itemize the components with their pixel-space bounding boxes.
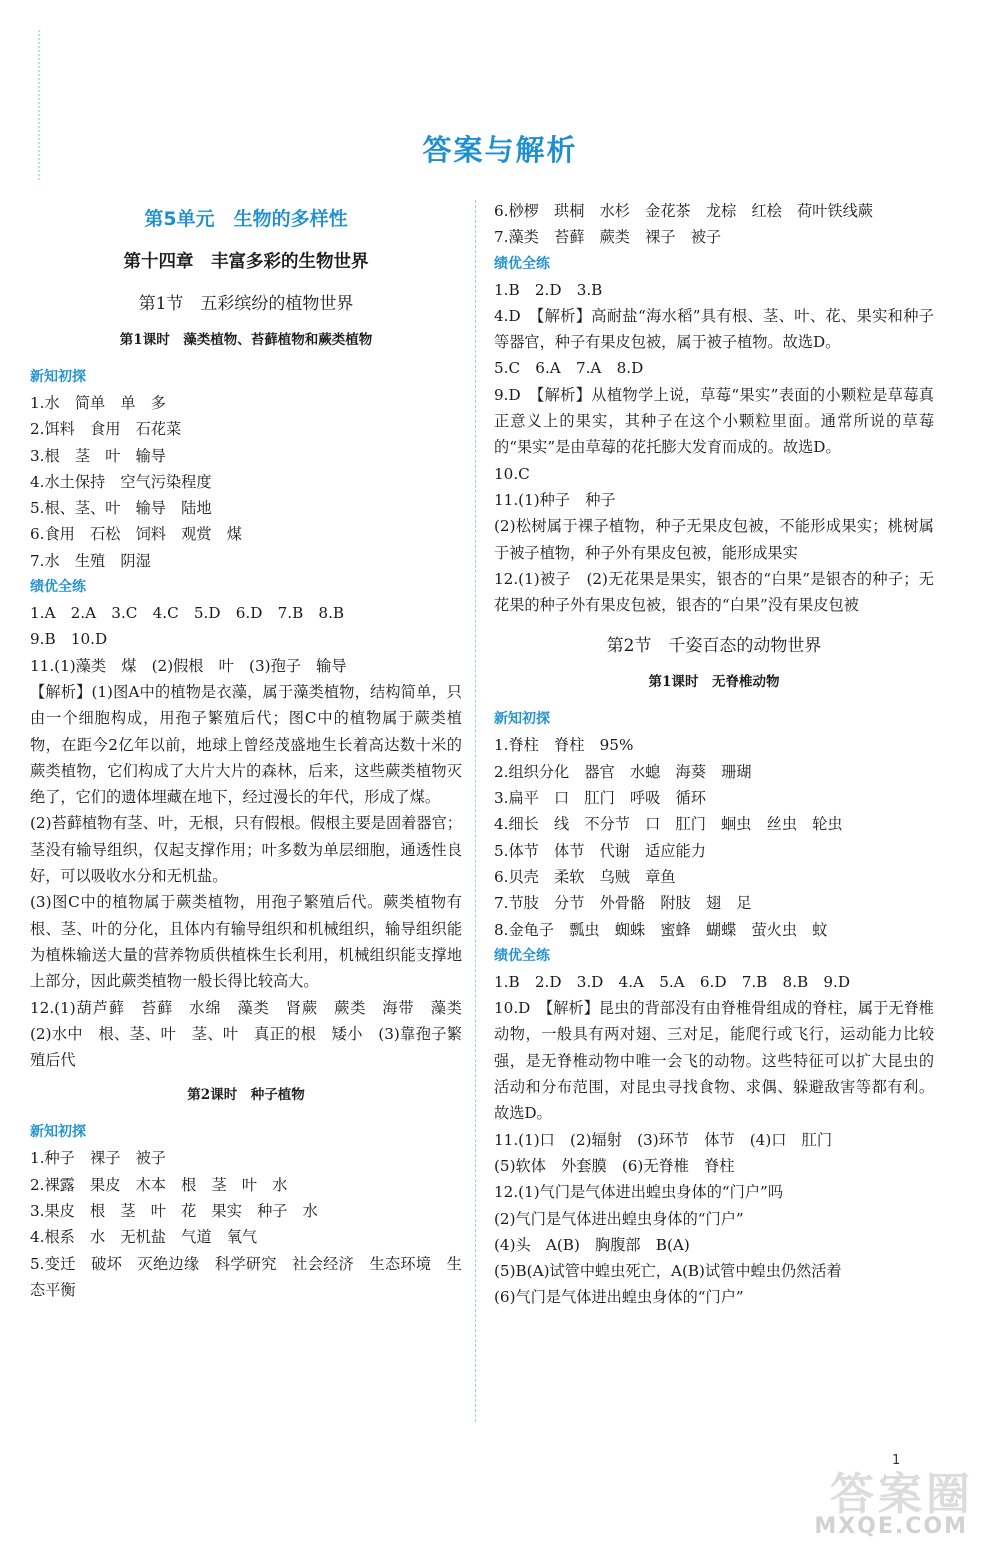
answer-line: 4.根系 水 无机盐 气道 氧气 bbox=[30, 1228, 258, 1247]
page-number: 1 bbox=[892, 1453, 901, 1468]
answer-line: 8.金龟子 瓢虫 蜘蛛 蜜蜂 蝴蝶 萤火虫 蚊 bbox=[494, 920, 828, 939]
answer-line: (2)气门是气体进出蝗虫身体的“门户” bbox=[494, 1209, 744, 1228]
answer-line: 2.饵料 食用 石花菜 bbox=[30, 420, 182, 439]
answer-line: 11.(1)种子 种子 bbox=[494, 490, 616, 509]
answer-line: 9.B 10.D bbox=[30, 630, 108, 649]
answer-paragraph: 12.(1)葫芦藓 苔藓 水绵 藻类 肾蕨 蕨类 海带 藻类 (2)水中 根、茎、叶 茎、叶 真正的根 矮小 (3)靠孢子繁殖后代 bbox=[30, 998, 478, 1070]
explanation-paragraph: (3)图C中的植物属于蕨类植物，用孢子繁殖后代。蕨类植物有根、茎、叶的分化，且体内有输导组织和机械组织，输导组织能为植株输送大量的营养物质供植株生长利用，机械组织能支撑地上部分，因此蕨类植物一般长得比较高大。 bbox=[30, 893, 462, 991]
section-heading: 第2节 千姿百态的动物世界 bbox=[606, 636, 822, 657]
answer-line: 5.根、茎、叶 输导 陆地 bbox=[30, 499, 212, 518]
answer-line: 3.根 茎 叶 输导 bbox=[30, 446, 166, 465]
answer-line: 6.贝壳 柔软 乌贼 章鱼 bbox=[494, 867, 676, 886]
answer-paragraph: 6.桫椤 珙桐 水杉 金花茶 龙棕 红桧 荷叶铁线蕨 bbox=[494, 202, 873, 220]
lesson-heading: 第1课时 藻类植物、苔藓植物和蕨类植物 bbox=[119, 332, 373, 348]
answer-line: (5)软体 外套膜 (6)无脊椎 脊柱 bbox=[494, 1156, 735, 1175]
answer-line: 7.水 生殖 阴湿 bbox=[30, 551, 151, 570]
subheading-new-knowledge: 新知初探 bbox=[30, 1124, 86, 1141]
answer-line: (6)气门是气体进出蝗虫身体的“门户” bbox=[494, 1288, 744, 1307]
explanation-paragraph: 4.D 【解析】高耐盐“海水稻”具有根、茎、叶、花、果实和种子等器官，种子有果皮包被，属于被子植物。故选D。 bbox=[494, 306, 934, 352]
explanation-paragraph: 9.D 【解析】从植物学上说，草莓“果实”表面的小颗粒是草莓真正意义上的果实，其种子在这个小颗粒里面。通常所说的草莓的“果实”是由草莓的花托膨大发育而成的。故选D。 bbox=[494, 385, 934, 457]
answer-line: 1.B 2.D 3.D 4.A 5.A 6.D 7.B 8.B 9.D bbox=[494, 972, 851, 991]
right-column bbox=[494, 198, 934, 1311]
lesson-heading: 第2课时 种子植物 bbox=[187, 1087, 305, 1104]
answer-line: 4.细长 线 不分节 口 肛门 蛔虫 丝虫 轮虫 bbox=[494, 815, 843, 834]
answer-line: 5.体节 体节 代谢 适应能力 bbox=[494, 841, 706, 860]
subheading-practice: 绩优全练 bbox=[30, 579, 86, 596]
page-title: 答案与解析 bbox=[422, 133, 578, 167]
unit-heading: 第5单元 生物的多样性 bbox=[144, 208, 348, 230]
answer-line: 1.水 简单 单 多 bbox=[30, 394, 166, 412]
answer-line: 12.(1)气门是气体进出蝗虫身体的“门户”吗 bbox=[494, 1183, 784, 1202]
answer-line: 5.C 6.A 7.A 8.D bbox=[494, 359, 644, 378]
explanation-paragraph: (2)苔藓植物有茎、叶，无根，只有假根。假根主要是固着器官；茎没有输导组织，仅起支撑作用；叶多数为单层细胞，通透性良好，可以吸收水分和无机盐。 bbox=[30, 814, 462, 886]
answer-line: 1.种子 裸子 被子 bbox=[30, 1149, 166, 1168]
answer-paragraph: (2)松树属于裸子植物，种子无果皮包被，不能形成果实；桃树属于被子植物，种子外有果皮包被，能形成果实 bbox=[494, 517, 934, 562]
answer-line: 1.A 2.A 3.C 4.C 5.D 6.D 7.B 8.B bbox=[30, 604, 345, 623]
answer-line: 1.脊柱 脊柱 95% bbox=[494, 736, 634, 755]
answer-line: (4)头 A(B) 胸腹部 B(A) bbox=[494, 1235, 690, 1254]
subheading-practice: 绩优全练 bbox=[494, 255, 550, 272]
answer-line: 7.藻类 苔藓 蕨类 裸子 被子 bbox=[494, 228, 722, 247]
column-divider bbox=[475, 200, 476, 1422]
answer-line: 11.(1)口 (2)辐射 (3)环节 体节 (4)口 肛门 bbox=[494, 1130, 833, 1149]
answer-line: (5)B(A)试管中蝗虫死亡，A(B)试管中蝗虫仍然活着 bbox=[494, 1262, 842, 1281]
answer-line: 4.水土保持 空气污染程度 bbox=[30, 472, 212, 491]
answer-line: 2.裸露 果皮 木本 根 茎 叶 水 bbox=[30, 1175, 288, 1194]
left-column bbox=[30, 198, 478, 1303]
subheading-new-knowledge: 新知初探 bbox=[494, 711, 550, 728]
explanation-paragraph: 【解析】(1)图A中的植物是衣藻，属于藻类植物，结构简单，只由一个细胞构成，用孢子繁殖后代；图C中的植物属于蕨类植物，在距今2亿年以前，地球上曾经茂盛地生长着高达数十米的蕨类植物，它们构成了大片大片的森林，后来，这些蕨类植物灭绝了，它们的遗体埋藏在地下，经过漫长的年代，形成了煤。 bbox=[30, 682, 462, 807]
subheading-new-knowledge: 新知初探 bbox=[30, 369, 86, 385]
answer-line: 3.果皮 根 茎 叶 花 果实 种子 水 bbox=[30, 1202, 318, 1221]
answer-line: 1.B 2.D 3.B bbox=[494, 280, 603, 299]
answer-paragraph: 12.(1)被子 (2)无花果是果实，银杏的“白果”是银杏的种子；无花果的种子外有果皮包被，银杏的“白果”没有果皮包被 bbox=[494, 569, 934, 615]
watermark-url: MXQE.COM bbox=[814, 1514, 968, 1539]
answer-line: 11.(1)藻类 煤 (2)假根 叶 (3)孢子 输导 bbox=[30, 656, 347, 675]
explanation-paragraph: 10.D 【解析】昆虫的背部没有由脊椎骨组成的脊柱，属于无脊椎动物，一般具有两对翅、三对足，能爬行或飞行，运动能力比较强，是无脊椎动物中唯一会飞的动物。这些特征可以扩大昆虫的活动和分布范围，对昆虫寻找食物、求偶、躲避敌害等都有利。故选D。 bbox=[494, 999, 934, 1123]
chapter-heading: 第十四章 丰富多彩的生物世界 bbox=[123, 252, 369, 272]
answer-line: 6.食用 石松 饲料 观赏 煤 bbox=[30, 525, 242, 544]
subheading-practice: 绩优全练 bbox=[494, 947, 550, 964]
answer-paragraph: 5.变迁 破坏 灭绝边缘 科学研究 社会经济 生态环境 生态平衡 bbox=[30, 1254, 462, 1299]
section-heading: 第1节 五彩缤纷的植物世界 bbox=[138, 294, 354, 314]
answer-line: 10.C bbox=[494, 464, 530, 483]
answer-line: 7.节肢 分节 外骨骼 附肢 翅 足 bbox=[494, 894, 752, 913]
answer-line: 2.组织分化 器官 水螅 海葵 珊瑚 bbox=[494, 762, 752, 781]
watermark-logo bbox=[794, 1458, 974, 1538]
answer-line: 3.扁平 口 肛门 呼吸 循环 bbox=[494, 789, 706, 808]
lesson-heading: 第1课时 无脊椎动物 bbox=[648, 674, 780, 691]
watermark-text: 答案圈 bbox=[830, 1469, 974, 1520]
